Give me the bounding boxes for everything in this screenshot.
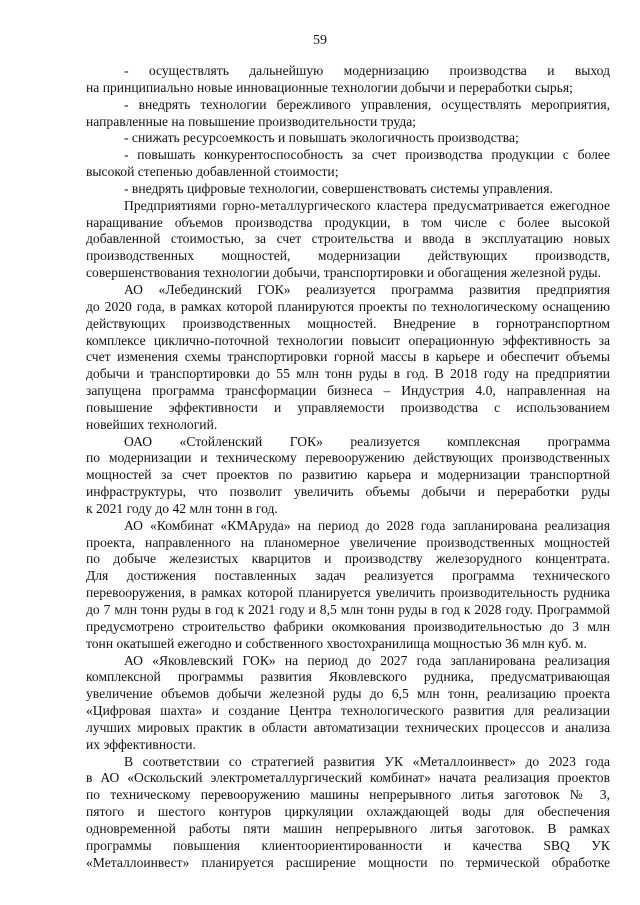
text-line: АО «Лебединский ГОК» реализуется программа развития предприятия xyxy=(124,281,610,297)
text-line: - снижать ресурсоемкость и повышать экологичность производства; xyxy=(124,130,519,146)
text-line: мощностей за счет проектов по развитию карьера и модернизации транспортной xyxy=(86,467,610,483)
text-line: ОАО «Стойленский ГОК» реализуется комплексная программа xyxy=(124,433,610,449)
text-line: АО «Комбинат «КМАруда» на период до 2028 года запланирована реализация xyxy=(124,517,610,533)
text-line: их эффективности. xyxy=(86,736,196,752)
text-line: производственных мощностей, модернизации действующих производств, xyxy=(86,248,610,264)
text-line: наращивание объемов производства продукции, в том числе с более высокой xyxy=(86,214,610,230)
text-line: В соответствии со стратегией развития УК «Металлоинвест» до 2023 года xyxy=(124,753,610,769)
text-line: тонн окатышей ежегодно и собственного хвостохранилища мощностью 36 млн куб. м. xyxy=(86,635,587,651)
page-number: 59 xyxy=(313,33,327,48)
text-line: новейших технологий. xyxy=(86,416,218,432)
text-line: действующих производственных мощностей. Внедрение в горнотранспортном xyxy=(86,315,610,331)
text-line: предусмотрено строительство фабрики окомкования производительностью до 3 млн xyxy=(86,618,610,634)
text-line: добычи и транспортировки до 55 млн тонн руды в год. В 2018 году на предприятии xyxy=(86,366,610,382)
text-line: инфраструктуры, что позволит увеличить объемы добычи и переработки руды xyxy=(86,484,610,500)
text-line: одновременной работы пяти машин непрерывного литья заготовок. В рамках xyxy=(86,820,610,836)
text-line: повышение эффективности и управляемости производства с использованием xyxy=(86,399,610,415)
text-line: Предприятиями горно-металлургического кластера предусматривается ежегодное xyxy=(124,197,610,213)
text-line: увеличение объемов добычи железной руды до 6,5 млн тонн, реализацию проекта xyxy=(86,686,610,702)
text-line: - внедрять цифровые технологии, совершенствовать системы управления. xyxy=(124,180,553,196)
text-line: к 2021 году до 42 млн тонн в год. xyxy=(86,500,278,516)
text-line: совершенствования технологии добычи, транспортировки и обогащения железной руды. xyxy=(86,265,601,281)
text-line: Для достижения поставленных задач реализуется программа технического xyxy=(86,568,610,584)
text-line: высокой степенью добавленной стоимости; xyxy=(86,164,339,180)
text-line: по техническому перевооружению машины непрерывного литья заготовок № 3, xyxy=(86,787,610,803)
text-line: - внедрять технологии бережливого управления, осуществлять мероприятия, xyxy=(124,96,610,112)
text-line: по добыче железистых кварцитов и производству железорудного концентрата. xyxy=(86,551,610,567)
text-line: в АО «Оскольский электрометаллургический комбинат» начата реализация проектов xyxy=(86,770,610,786)
text-line: АО «Яковлевский ГОК» на период до 2027 года запланирована реализация xyxy=(124,652,610,668)
text-line: программы повышения клиентоориентированности и качества SBQ УК xyxy=(86,837,610,853)
text-line: до 2020 года, в рамках которой планируются проекты по технологическому оснащению xyxy=(86,298,610,314)
text-line: - осуществлять дальнейшую модернизацию производства и выход xyxy=(124,63,610,78)
text-line: - повышать конкурентоспособность за счет производства продукции с более xyxy=(124,147,610,163)
text-line: комплексной программы развития Яковлевского рудника, предусматривающая xyxy=(86,669,610,685)
text-line: «Металлоинвест» планируется расширение мощности по термической обработке xyxy=(86,854,610,870)
text-line: на принципиально новые инновационные технологии добычи и переработки сырья; xyxy=(86,79,573,95)
text-line: лучших мировых практик в области автоматизации технических процессов и анализа xyxy=(86,719,610,735)
text-line: запущена программа трансформации бизнеса – Индустрия 4.0, направленная на xyxy=(86,383,610,399)
text-line: комплексе циклично-поточной технологии повысит операционную эффективность за xyxy=(86,332,610,348)
text-line: счет изменения схемы транспортировки горной массы в карьере и обеспечит объемы xyxy=(86,349,610,365)
text-line: «Цифровая шахта» и создание Центра технологического развития для реализации xyxy=(86,703,610,719)
text-line: пятого и шестого контуров циркуляции охлаждающей воды для обеспечения xyxy=(86,804,610,820)
text-line: перевооружения, в рамках которой планируется увеличить производительность рудника xyxy=(86,585,610,601)
text-line: добавленной стоимостью, за счет строительства и ввода в эксплуатацию новых xyxy=(86,231,610,247)
text-line: проекта, направленного на планомерное увеличение производственных мощностей xyxy=(86,534,610,550)
text-line: направленные на повышение производительности труда; xyxy=(86,113,417,129)
body-text xyxy=(86,63,610,872)
text-line: по модернизации и техническому перевооружению действующих производственных xyxy=(86,450,610,466)
text-line: до 7 млн тонн руды в год к 2021 году и 8,5 млн тонн руды в год к 2028 году. Программой xyxy=(86,602,610,617)
